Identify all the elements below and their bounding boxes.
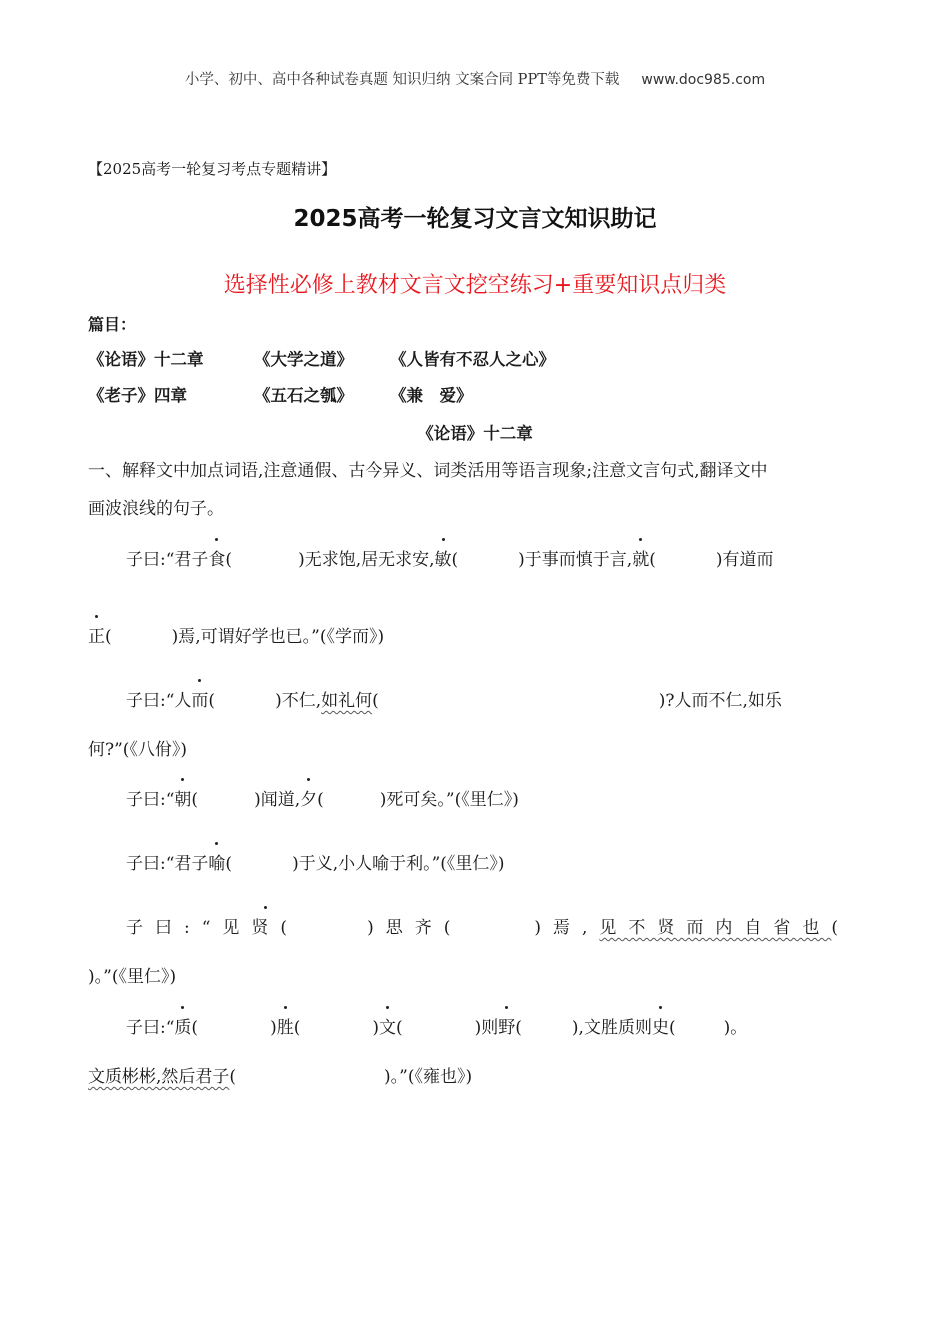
toc-item[interactable]: 《大学之道》 [254,350,353,369]
text: )闻道, [254,790,301,810]
blank-close: ) [372,1018,379,1038]
sentence-4 [126,849,505,874]
page-title: 2025高考一轮复习文言文知识助记 [293,206,657,232]
sentence-5-line-2: )。”(《里仁》) [88,967,177,987]
blank-open: ( [831,918,839,938]
instruction-line-2: 画波浪线的句子。 [88,499,224,519]
text: )有道而 [715,550,774,570]
sentence-6-line-2 [88,1062,472,1087]
toc-row-2 [88,382,473,406]
text: )。 [723,1018,748,1038]
dotted-word: 正 [88,622,105,647]
sentence-1-line-2 [88,622,384,647]
dotted-word: 史 [652,1013,669,1038]
blank-open: ( [395,1018,403,1038]
wavy-underlined-phrase: 文质彬彬,然后君子 [88,1067,230,1087]
section-heading: 《论语》十二章 [417,424,533,443]
blank-open: ( [293,1018,301,1038]
toc-item[interactable]: 《人皆有不忍人之心》 [390,350,555,369]
blank-open: ( [451,550,459,570]
text: )于义,小人喻于利。”(《里仁》) [292,854,505,874]
sentence-6-line-1 [126,1013,747,1038]
sentence-1-line-1 [126,545,773,570]
wavy-underlined-phrase: 见不贤而内自省也 [599,918,832,938]
toc-label: 篇目： [88,315,137,334]
header-url[interactable]: www.doc985.com [641,72,766,88]
page-subtitle: 选择性必修上教材文言文挖空练习+重要知识点归类 [223,273,727,298]
text: )?人而不仁,如乐 [658,691,782,711]
blank-open: ( [105,627,112,647]
dotted-word: 文 [379,1013,396,1038]
toc-item[interactable]: 《老子》四章 [88,386,187,405]
blank-open: ( [225,550,233,570]
blank-close: ) [270,1018,277,1038]
toc-item[interactable]: 《论语》十二章 [88,350,204,369]
text: )于事而慎于言, [518,550,633,570]
toc-item[interactable]: 《五石之瓠》 [254,386,353,405]
text: 子曰:“ [126,1018,175,1038]
dotted-word: 敏 [435,545,452,570]
toc-item[interactable]: 《兼 爱》 [390,386,473,405]
wavy-underlined-phrase: 如礼何 [321,691,373,711]
blank-open: ( [317,790,324,810]
dotted-word: 夕 [300,785,317,810]
text: )焉, [534,918,600,938]
blank-open: ( [668,1018,676,1038]
blank-open: ( [208,691,216,711]
sentence-3 [126,785,519,810]
dotted-word: 胜 [277,1013,294,1038]
text: )则 [474,1018,499,1038]
blank-open: ( [191,1018,199,1038]
text: ),文胜质则 [571,1018,652,1038]
text: 子曰:“君子 [126,550,209,570]
dotted-word: 而 [191,686,208,711]
blank-open: ( [280,918,288,938]
series-tag: 【2025高考一轮复习考点专题精讲】 [88,160,337,178]
dotted-word: 喻 [208,849,225,874]
dotted-word: 质 [174,1013,191,1038]
text: )死可矣。”(《里仁》) [379,790,519,810]
text: 子曰:“人 [126,691,192,711]
text: )无求饱,居无求安, [298,550,435,570]
dotted-word: 食 [208,545,225,570]
blank-open: ( [229,1067,237,1087]
blank-open: ( [372,691,379,711]
text: )。”(《雍也》) [384,1067,473,1087]
toc-row-1 [88,346,555,370]
dotted-word: 朝 [174,785,191,810]
dotted-word: 就 [632,545,649,570]
text: )思齐( [367,918,463,938]
blank-open: ( [225,854,233,874]
header-text: 小学、初中、高中各种试卷真题 知识归纳 文案合同 PPT等免费下载 [184,72,620,88]
page-header [0,68,950,89]
text: )焉,可谓好学也已。”(《学而》) [171,627,385,647]
blank-open: ( [515,1018,522,1038]
blank-open: ( [649,550,656,570]
blank-open: ( [191,790,199,810]
text: 子曰:“见 [126,918,252,938]
text: 子曰:“君子 [126,854,209,874]
dotted-word: 贤 [251,913,280,938]
dotted-word: 野 [498,1013,515,1038]
text: )不仁, [275,691,322,711]
instruction-line-1: 一、解释文中加点词语,注意通假、古今异义、词类活用等语言现象;注意文言句式,翻译文中 [88,461,768,481]
text: 子曰:“ [126,790,175,810]
sentence-2-line-2: 何?”(《八佾》) [88,740,188,760]
sentence-5-line-1 [126,913,838,938]
sentence-2-line-1 [126,686,782,711]
